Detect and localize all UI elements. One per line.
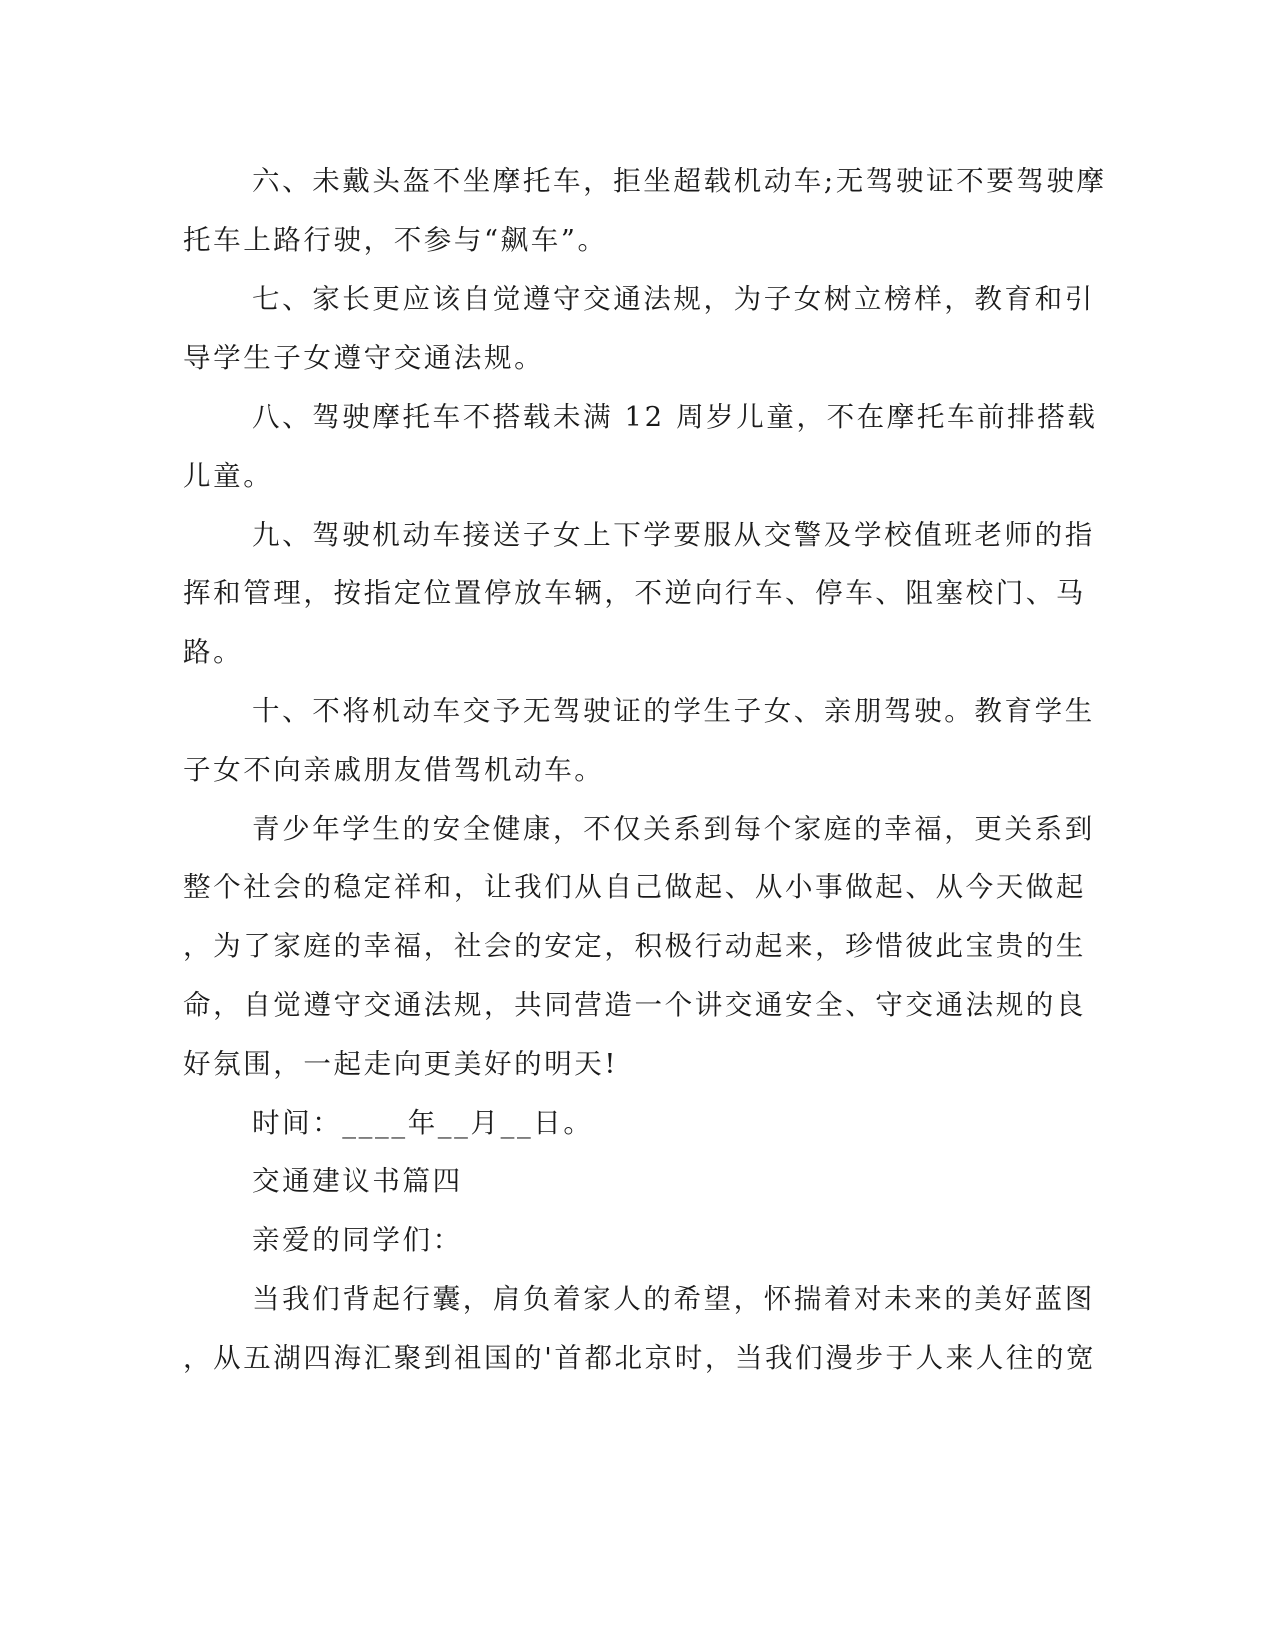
paragraph-item-9-line-1: 九、驾驶机动车接送子女上下学要服从交警及学校值班老师的指 [252, 519, 1095, 551]
paragraph-closing-line-5: 好氛围，一起走向更美好的明天! [183, 1048, 619, 1080]
salutation: 亲爱的同学们： [252, 1224, 463, 1256]
section-title: 交通建议书篇四 [252, 1165, 463, 1197]
paragraph-item-8-line-1: 八、驾驶摩托车不搭载未满 12 周岁儿童，不在摩托车前排搭载 [252, 401, 1098, 433]
paragraph-closing-line-2: 整个社会的稳定祥和，让我们从自己做起、从小事做起、从今天做起 [183, 871, 1086, 903]
paragraph-item-10-line-1: 十、不将机动车交予无驾驶证的学生子女、亲朋驾驶。教育学生 [252, 695, 1095, 727]
paragraph-item-6-line-2: 托车上路行驶，不参与“飙车”。 [183, 224, 608, 256]
paragraph-closing-line-3: ，为了家庭的幸福，社会的安定，积极行动起来，珍惜彼此宝贵的生 [183, 930, 1086, 962]
paragraph-item-7-line-2: 导学生子女遵守交通法规。 [183, 342, 545, 374]
paragraph-item-6-line-1: 六、未戴头盔不坐摩托车，拒坐超载机动车;无驾驶证不要驾驶摩 [252, 165, 1107, 197]
paragraph-item-8-line-2: 儿童。 [183, 460, 274, 492]
date-line: 时间：____年__月__日。 [252, 1107, 594, 1139]
paragraph-item-9-line-3: 路。 [183, 636, 244, 668]
paragraph-intro-line-2: ，从五湖四海汇聚到祖国的'首都北京时，当我们漫步于人来人往的宽 [183, 1342, 1097, 1374]
paragraph-intro-line-1: 当我们背起行囊，肩负着家人的希望，怀揣着对未来的美好蓝图 [252, 1283, 1095, 1315]
paragraph-item-10-line-2: 子女不向亲戚朋友借驾机动车。 [183, 754, 605, 786]
paragraph-closing-line-1: 青少年学生的安全健康，不仅关系到每个家庭的幸福，更关系到 [252, 813, 1095, 845]
paragraph-item-9-line-2: 挥和管理，按指定位置停放车辆，不逆向行车、停车、阻塞校门、马 [183, 577, 1086, 609]
paragraph-item-7-line-1: 七、家长更应该自觉遵守交通法规，为子女树立榜样，教育和引 [252, 283, 1095, 315]
paragraph-closing-line-4: 命，自觉遵守交通法规，共同营造一个讲交通安全、守交通法规的良 [183, 989, 1086, 1021]
